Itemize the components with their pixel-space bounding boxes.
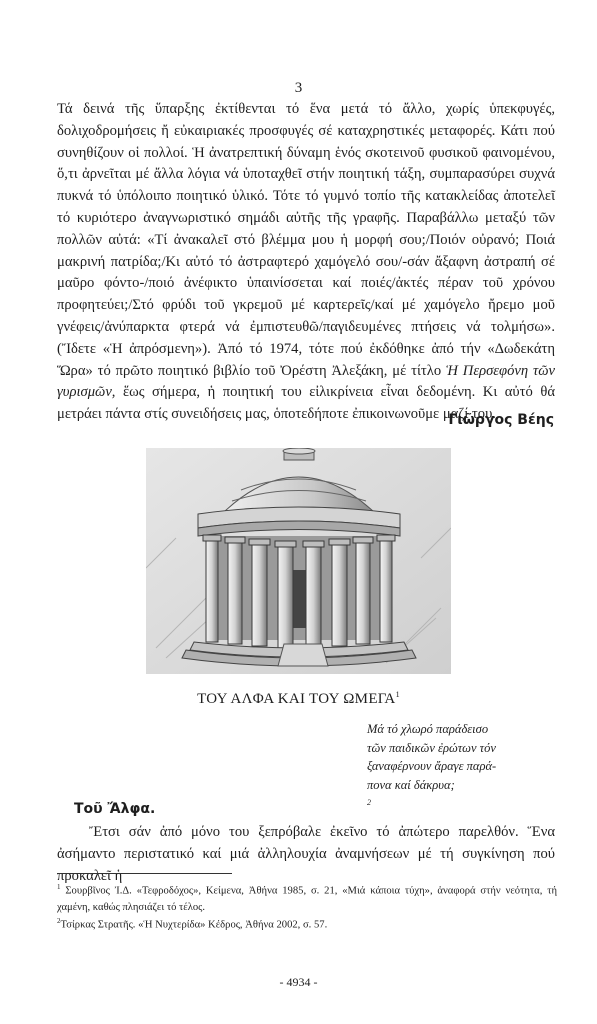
- author-signature: Γιῶργος Βέης: [448, 412, 554, 428]
- footnote-2: [57, 913, 557, 934]
- footnote-ref-1: 1: [395, 690, 400, 699]
- book-title: Ἡ Περσεφόνη τῶν γυρισμῶν,: [57, 362, 555, 401]
- footnote-ref-2: 2: [367, 798, 371, 807]
- epigraph-line: ξαναφέρνουν ἄραγε παρά-: [367, 759, 497, 773]
- footnote-marker: 1: [57, 883, 61, 891]
- footnote-1: [57, 879, 557, 916]
- epigraph-line: Μά τό χλωρό παράδεισο: [367, 722, 489, 736]
- poem-title: [0, 690, 597, 708]
- temple-illustration: [146, 448, 451, 674]
- epigraph-line-last: [367, 776, 547, 816]
- essay-text: Τά δεινά τῆς ὕπαρξης ἐκτίθενται τό ἕνα μετά τό ἄλλο, χωρίς ὑπεκφυγές, δολιχοδρομήσεις ἤ εὐκαιριακές προσφυγές σέ καταχρηστικές μεταφορές. Κάτι πού συνηθίζουν οἱ πολλοί. Ἡ ἀνατρεπτική δύναμη ἑνός σκοτεινοῦ φυσικοῦ φαινομένου, ὅ,τι ἀρνεῖται μέ ἄλλα λόγια νά ὑποταχθεῖ στήν ποιητική τάξη, συμπαρασύρει συχνά πυκνά τό ὑπόλοιπο ποιητικό ὑλικό. Τότε τό γυμνό τοπίο τῆς κατακλείδας ἀποτελεῖ τό κυριότερο ἀναγνωριστικό σημάδι αὐτῆς τῆς γραφῆς. Παραβάλλω μεταξύ τῶν πολλῶν αὐτά: «Τί ἀνακαλεῖ στό βλέμμα μου ἡ μορφή σου;/Ποιόν οὐρανό; Ποιά μακρινή πατρίδα;/Κι αὐτό τό ἀστραφτερό χαμόγελό σου/-σάν ἄξαφνη ἀστραπή σέ μαῦρο φόντο-/ποιό ἀνέφικτο ὑπαινίσσεται καί ποιές/ἀκτές πέραν τοῦ χρόνου προφητεύει;/Στό φρύδι τοῦ γκρεμοῦ μέ καρτερεῖς/καί μέ χαμόγελο ἤρεμο μοῦ γνέφεις/ἀνύπαρκτα φτερά νά ἐμπιστευθῶ/παγιδευμένες πτήσεις νά τολμήσω». (Ἴδετε «Ἡ ἀπρόσμενη»). Ἀπό τό 1974, τότε πού ἐκδόθηκε ἀπό τήν «Δωδεκάτη Ὥρα» τό πρῶτο ποιητικό βιβλίο τοῦ Ὀρέστη Ἀλεξάκη, μέ τίτλο: [57, 101, 555, 379]
- page-number-top: 3: [294, 80, 303, 96]
- epigraph: [367, 720, 547, 816]
- footnote-marker: 2: [57, 917, 61, 925]
- section-paragraph: Ἔτσι σάν ἀπό μόνο του ξεπρόβαλε ἐκεῖνο τό ἀπώτερο παρελθόν. Ἕνα ἀσήμαντο περιστατικό καί μιά ἀλληλουχία ἀναμνήσεων μέ τή συγκίνηση πού προκαλεῖ ἡ: [57, 824, 555, 884]
- section-heading: Τοῦ Ἄλφα.: [74, 801, 156, 817]
- epigraph-line: τῶν παιδικῶν ἐρώτων τόν: [367, 740, 496, 755]
- footnote-divider: [57, 873, 232, 874]
- essay-paragraph: [57, 99, 555, 426]
- footnote-text: Τσίρκας Στρατῆς. «Ἡ Νυχτερίδα» Κέδρος, Ἀθήνα 2002, σ. 57.: [60, 919, 328, 931]
- page-number-bottom: - 4934 -: [279, 975, 318, 989]
- essay-text-end: ἕως σήμερα, ἡ ποιητική του εἰλικρίνεια εἶναι δεδομένη. Κι αὐτό θά μετράει πάντα στίς συνειδήσεις μας, ὁποτεδήποτε ἐπικοινωνοῦμε μαζί του.: [57, 384, 555, 423]
- poem-title-text: ΤΟΥ ΑΛΦΑ ΚΑΙ ΤΟΥ ΩΜΕΓΑ: [197, 691, 396, 707]
- epigraph-line-text: πονα καί δάκρυα;: [367, 777, 455, 792]
- footnote-text: Σουρβῖνος Ἰ.Δ. «Τεφροδόχος», Κείμενα, Ἀθήνα 1985, σ. 21, «Μιά κάποια τύχη», ἀναφορά στήν νεότητα, τή χαμένη, καθώς πλησιάζει τό τέλος.: [57, 885, 558, 913]
